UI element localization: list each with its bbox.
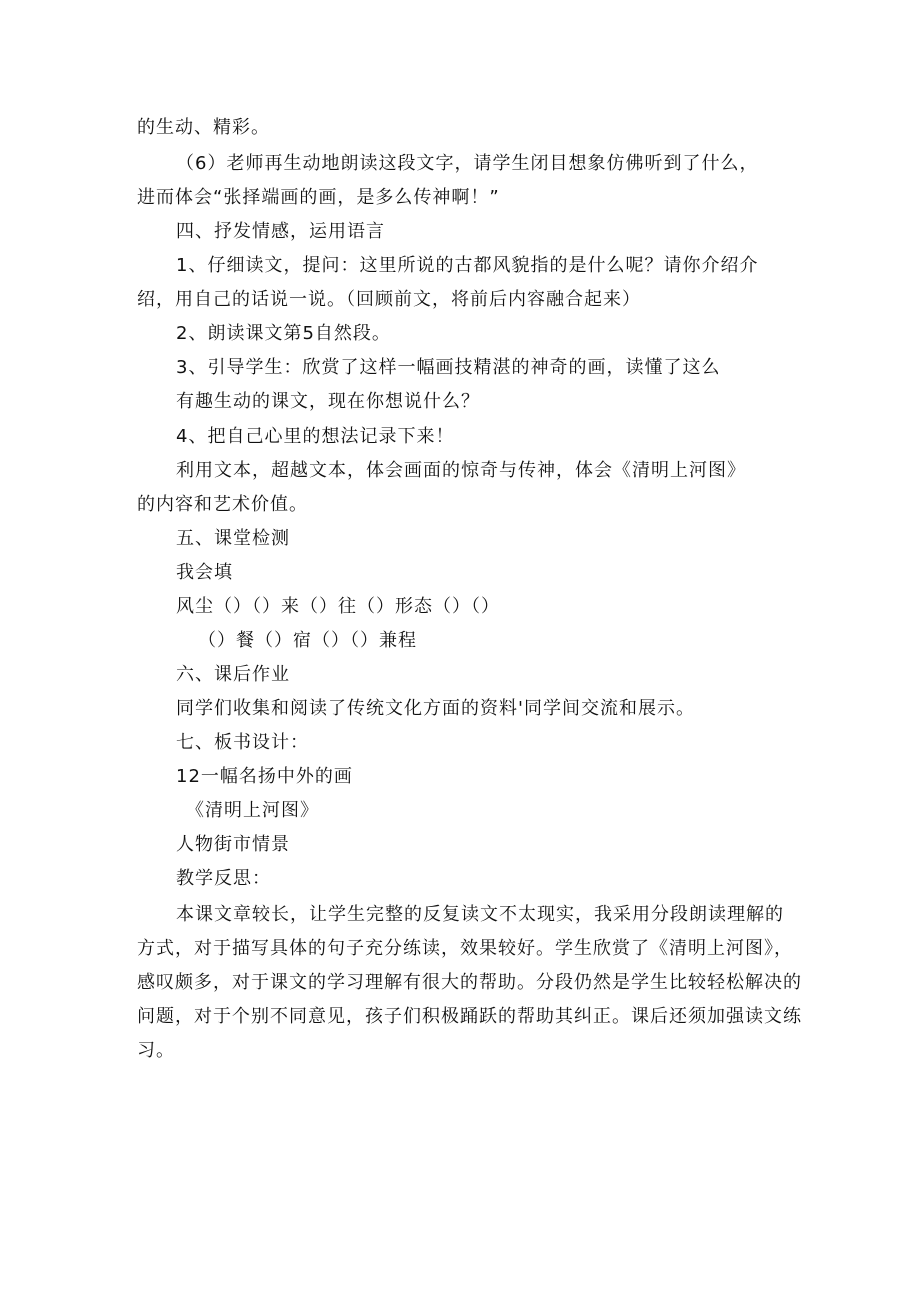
text-line: 进而体会“张择端画的画，是多么传神啊！”	[137, 187, 500, 208]
section-heading: 七、板书设计：	[176, 732, 309, 753]
text-line: 的生动、精彩。	[137, 117, 270, 138]
board-subtitle: 《清明上河图》	[186, 800, 319, 821]
text-line: 2、朗读课文第5自然段。	[176, 323, 391, 344]
reflection-paragraph: 本课文章较长，让学生完整的反复读文不太现实，我采用分段朗读理解的方式，对于描写具体的句子充分练读，效果较好。学生欣赏了《清明上河图》，感叹颇多，对于课文的学习理解有很大的帮助。分段仍然是学生比较轻松解决的问题，对于个别不同意见，孩子们积极踊跃的帮助其纠正。课后还须加强读文练习。	[137, 904, 802, 1061]
text-line: 1、仔细读文，提问：这里所说的古都风貌指的是什么呢？请你介绍介	[176, 255, 759, 276]
text-line: （6）老师再生动地朗读这段文字，请学生闭目想象仿佛听到了什么，	[176, 153, 759, 174]
section-heading: 六、课后作业	[176, 664, 290, 685]
reflection-heading: 教学反思：	[176, 868, 271, 889]
board-content: 人物街市情景	[176, 834, 290, 855]
text-line: 同学们收集和阅读了传统文化方面的资料'同学间交流和展示。	[176, 698, 695, 719]
board-title: 12一幅名扬中外的画	[176, 766, 353, 787]
fill-blank-line: （）餐（）宿（）（）兼程	[198, 630, 417, 651]
section-heading: 四、抒发情感，运用语言	[176, 221, 385, 242]
text-line: 绍，用自己的话说一说。（回顾前文，将前后内容融合起来）	[137, 289, 641, 310]
text-line: 3、引导学生：欣赏了这样一幅画技精湛的神奇的画，读懂了这么	[176, 357, 721, 378]
text-line: 有趣生动的课文，现在你想说什么？	[176, 391, 480, 412]
section-heading: 五、课堂检测	[176, 528, 290, 549]
text-line: 我会填	[176, 562, 233, 583]
fill-blank-line: 风尘（）（）来（）往（）形态（）（）	[176, 596, 500, 617]
text-line: 4、把自己心里的想法记录下来！	[176, 426, 455, 447]
text-line: 的内容和艺术价值。	[137, 494, 308, 515]
text-line: 利用文本，超越文本，体会画面的惊奇与传神，体会《清明上河图》	[176, 460, 746, 481]
